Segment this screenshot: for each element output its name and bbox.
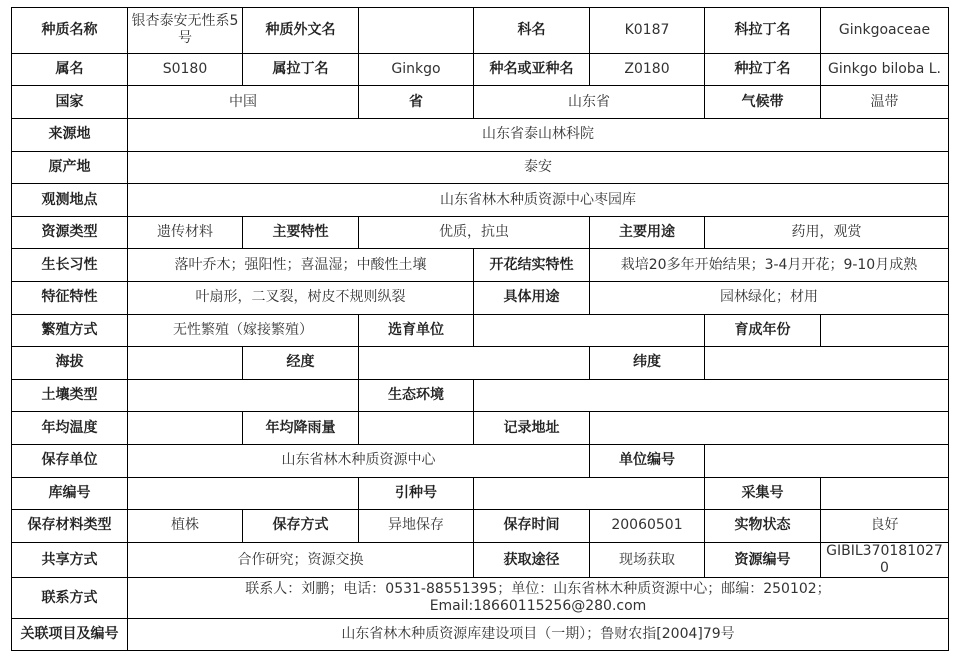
label-province: 省 [359,86,474,119]
row-temperature [12,412,949,445]
value-flowering: 栽培20多年开始结果；3-4月开花；9-10月成熟 [590,249,949,282]
value-main-traits: 优质，抗虫 [359,216,590,249]
label-storage-method: 保存方式 [243,510,359,543]
label-characteristics: 特征特性 [12,282,128,315]
row-growth-habit [12,249,949,282]
label-observation-site: 观测地点 [12,184,128,217]
row-germplasm-name [12,8,949,54]
value-family-name: K0187 [590,8,705,54]
label-family-latin: 科拉丁名 [705,8,821,54]
value-country: 中国 [128,86,359,119]
value-breeding-unit [474,314,705,347]
row-observation-site [12,184,949,217]
label-resource-type: 资源类型 [12,216,128,249]
value-resource-code: GIBIL3701810270 [821,542,949,578]
value-contact [128,578,949,619]
label-specific-use: 具体用途 [474,282,590,315]
value-observation-site: 山东省林木种质资源中心枣园库 [128,184,949,217]
label-breeding-year: 育成年份 [705,314,821,347]
label-contact: 联系方式 [12,578,128,619]
value-library-code [128,477,359,510]
row-storage-unit [12,444,949,477]
label-latitude: 纬度 [590,347,705,380]
value-introduction-code [474,477,705,510]
value-latitude [705,347,949,380]
row-characteristics [12,282,949,315]
value-foreign-name [359,8,474,54]
value-genus-latin: Ginkgo [359,53,474,86]
value-storage-method: 异地保存 [359,510,474,543]
label-altitude: 海拔 [12,347,128,380]
value-propagation: 无性繁殖（嫁接繁殖） [128,314,359,347]
row-altitude [12,347,949,380]
value-material-type: 植株 [128,510,243,543]
label-resource-code: 资源编号 [705,542,821,578]
value-record-address [590,412,949,445]
label-avg-temperature: 年均温度 [12,412,128,445]
value-avg-temperature [128,412,243,445]
value-soil-type [128,379,359,412]
value-province: 山东省 [474,86,705,119]
value-breeding-year [821,314,949,347]
value-source: 山东省泰山林科院 [128,119,949,152]
value-unit-code [705,444,949,477]
label-collection-code: 采集号 [705,477,821,510]
label-germplasm-name: 种质名称 [12,8,128,54]
label-sharing-method: 共享方式 [12,542,128,578]
value-longitude [359,347,590,380]
value-germplasm-name: 银杏泰安无性系5号 [128,8,243,54]
row-resource-type [12,216,949,249]
value-physical-state: 良好 [821,510,949,543]
label-avg-rainfall: 年均降雨量 [243,412,359,445]
contact-line-1: 联系人：刘鹏；电话：0531-88551395；单位：山东省林木种质资源中心；邮编：250102； [245,581,831,598]
row-material-type [12,510,949,543]
row-library-code [12,477,949,510]
label-breeding-unit: 选育单位 [359,314,474,347]
label-foreign-name: 种质外文名 [243,8,359,54]
value-avg-rainfall [359,412,474,445]
label-related-project: 关联项目及编号 [12,619,128,651]
label-propagation: 繁殖方式 [12,314,128,347]
label-country: 国家 [12,86,128,119]
label-genus: 属名 [12,53,128,86]
value-species-latin: Ginkgo biloba L. [821,53,949,86]
label-longitude: 经度 [243,347,359,380]
value-family-latin: Ginkgoaceae [821,8,949,54]
label-family-name: 科名 [474,8,590,54]
label-species-latin: 种拉丁名 [705,53,821,86]
row-source [12,119,949,152]
label-storage-unit: 保存单位 [12,444,128,477]
value-altitude [128,347,243,380]
contact-email: Email:18660115256@280.com [429,598,647,615]
label-ecology: 生态环境 [359,379,474,412]
label-acquisition: 获取途径 [474,542,590,578]
value-species: Z0180 [590,53,705,86]
row-soil-type [12,379,949,412]
row-propagation [12,314,949,347]
value-acquisition: 现场获取 [590,542,705,578]
row-origin [12,151,949,184]
value-specific-use: 园林绿化；材用 [590,282,949,315]
germplasm-info-table [11,7,949,651]
row-contact [12,578,949,619]
value-ecology [474,379,949,412]
value-storage-unit: 山东省林木种质资源中心 [128,444,590,477]
label-source: 来源地 [12,119,128,152]
label-material-type: 保存材料类型 [12,510,128,543]
label-flowering: 开花结实特性 [474,249,590,282]
value-sharing-method: 合作研究；资源交换 [128,542,474,578]
label-record-address: 记录地址 [474,412,590,445]
label-growth-habit: 生长习性 [12,249,128,282]
label-introduction-code: 引种号 [359,477,474,510]
label-main-uses: 主要用途 [590,216,705,249]
label-species: 种名或亚种名 [474,53,590,86]
label-unit-code: 单位编号 [590,444,705,477]
value-main-uses: 药用，观赏 [705,216,949,249]
value-genus: S0180 [128,53,243,86]
label-storage-time: 保存时间 [474,510,590,543]
row-genus [12,53,949,86]
value-characteristics: 叶扇形，二叉裂，树皮不规则纵裂 [128,282,474,315]
value-collection-code [821,477,949,510]
value-storage-time: 20060501 [590,510,705,543]
value-resource-type: 遗传材料 [128,216,243,249]
value-related-project: 山东省林木种质资源库建设项目（一期）；鲁财农指[2004]79号 [128,619,949,651]
value-origin: 泰安 [128,151,949,184]
label-library-code: 库编号 [12,477,128,510]
label-soil-type: 土壤类型 [12,379,128,412]
row-related-project [12,619,949,651]
value-growth-habit: 落叶乔木；强阳性；喜温湿；中酸性土壤 [128,249,474,282]
label-climate-zone: 气候带 [705,86,821,119]
label-physical-state: 实物状态 [705,510,821,543]
label-main-traits: 主要特性 [243,216,359,249]
value-climate-zone: 温带 [821,86,949,119]
row-country [12,86,949,119]
row-sharing [12,542,949,578]
label-genus-latin: 属拉丁名 [243,53,359,86]
label-origin: 原产地 [12,151,128,184]
